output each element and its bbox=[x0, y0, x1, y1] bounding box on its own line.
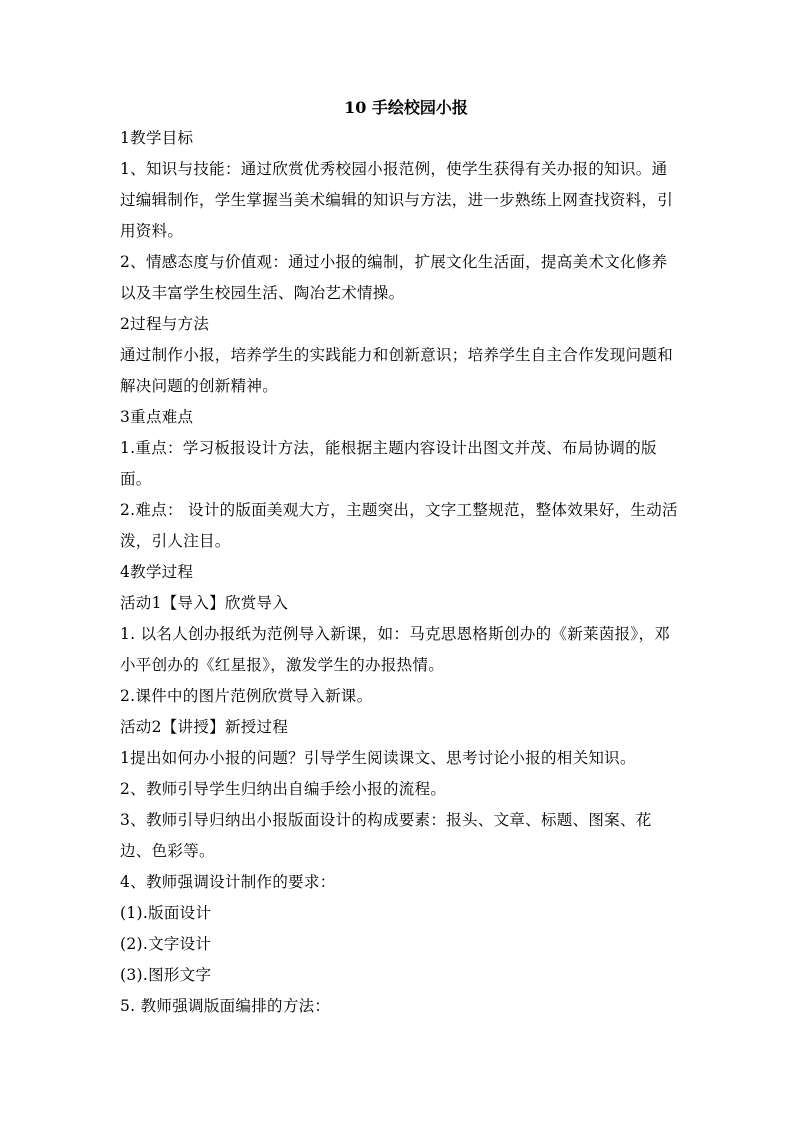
activity-2-item-5: 5. 教师强调版面编排的方法： bbox=[120, 997, 331, 1015]
paragraph-knowledge-skills: 1、知识与技能：通过欣赏优秀校园小报范例，使学生获得有关办报的知识。通过编辑制作，学生掌握当美术编辑的知识与方法，进一步熟练上网查找资料，引用资料。 bbox=[120, 160, 674, 240]
activity-2-item-1: 1提出如何办小报的问题？引导学生阅读课文、思考讨论小报的相关知识。 bbox=[120, 749, 636, 767]
requirement-layout: (1).版面设计 bbox=[120, 904, 212, 922]
activity-2-item-2: 2、教师引导学生归纳出自编手绘小报的流程。 bbox=[120, 780, 447, 798]
requirement-graphic-text: (3).图形文字 bbox=[120, 966, 212, 984]
section-heading-objectives: 1教学目标 bbox=[120, 129, 194, 147]
document-title: 10 手绘校园小报 bbox=[344, 98, 468, 117]
paragraph-process-method: 通过制作小报，培养学生的实践能力和创新意识；培养学生自主合作发现问题和解决问题的创新精神。 bbox=[120, 346, 674, 395]
activity-1-heading: 活动1【导入】欣赏导入 bbox=[120, 594, 289, 612]
activity-2-item-4: 4、教师强调设计制作的要求： bbox=[120, 873, 336, 891]
paragraph-difficulty: 2.难点： 设计的版面美观大方，主题突出，文字工整规范，整体效果好，生动活泼，引人注目。 bbox=[120, 501, 678, 550]
activity-1-item-1: 1. 以名人创办报纸为范例导入新课，如：马克思恩格斯创办的《新莱茵报》，邓小平创办的《红星报》，激发学生的办报热情。 bbox=[120, 625, 671, 674]
activity-1-item-2: 2.课件中的图片范例欣赏导入新课。 bbox=[120, 687, 373, 705]
section-heading-process-method: 2过程与方法 bbox=[120, 315, 210, 333]
paragraph-emotion-values: 2、情感态度与价值观：通过小报的编制，扩展文化生活面，提高美术文化修养以及丰富学生校园生活、陶冶艺术情操。 bbox=[120, 253, 668, 302]
section-heading-teaching-process: 4教学过程 bbox=[120, 563, 194, 581]
paragraph-key-point: 1.重点：学习板报设计方法，能根据主题内容设计出图文并茂、布局协调的版面。 bbox=[120, 439, 657, 488]
section-heading-key-points: 3重点难点 bbox=[120, 408, 194, 426]
requirement-text: (2).文字设计 bbox=[120, 935, 212, 953]
activity-2-item-3: 3、教师引导归纳出小报版面设计的构成要素：报头、文章、标题、图案、花边、色彩等。 bbox=[120, 811, 652, 860]
document-body bbox=[120, 93, 680, 1022]
activity-2-heading: 活动2【讲授】新授过程 bbox=[120, 718, 289, 736]
